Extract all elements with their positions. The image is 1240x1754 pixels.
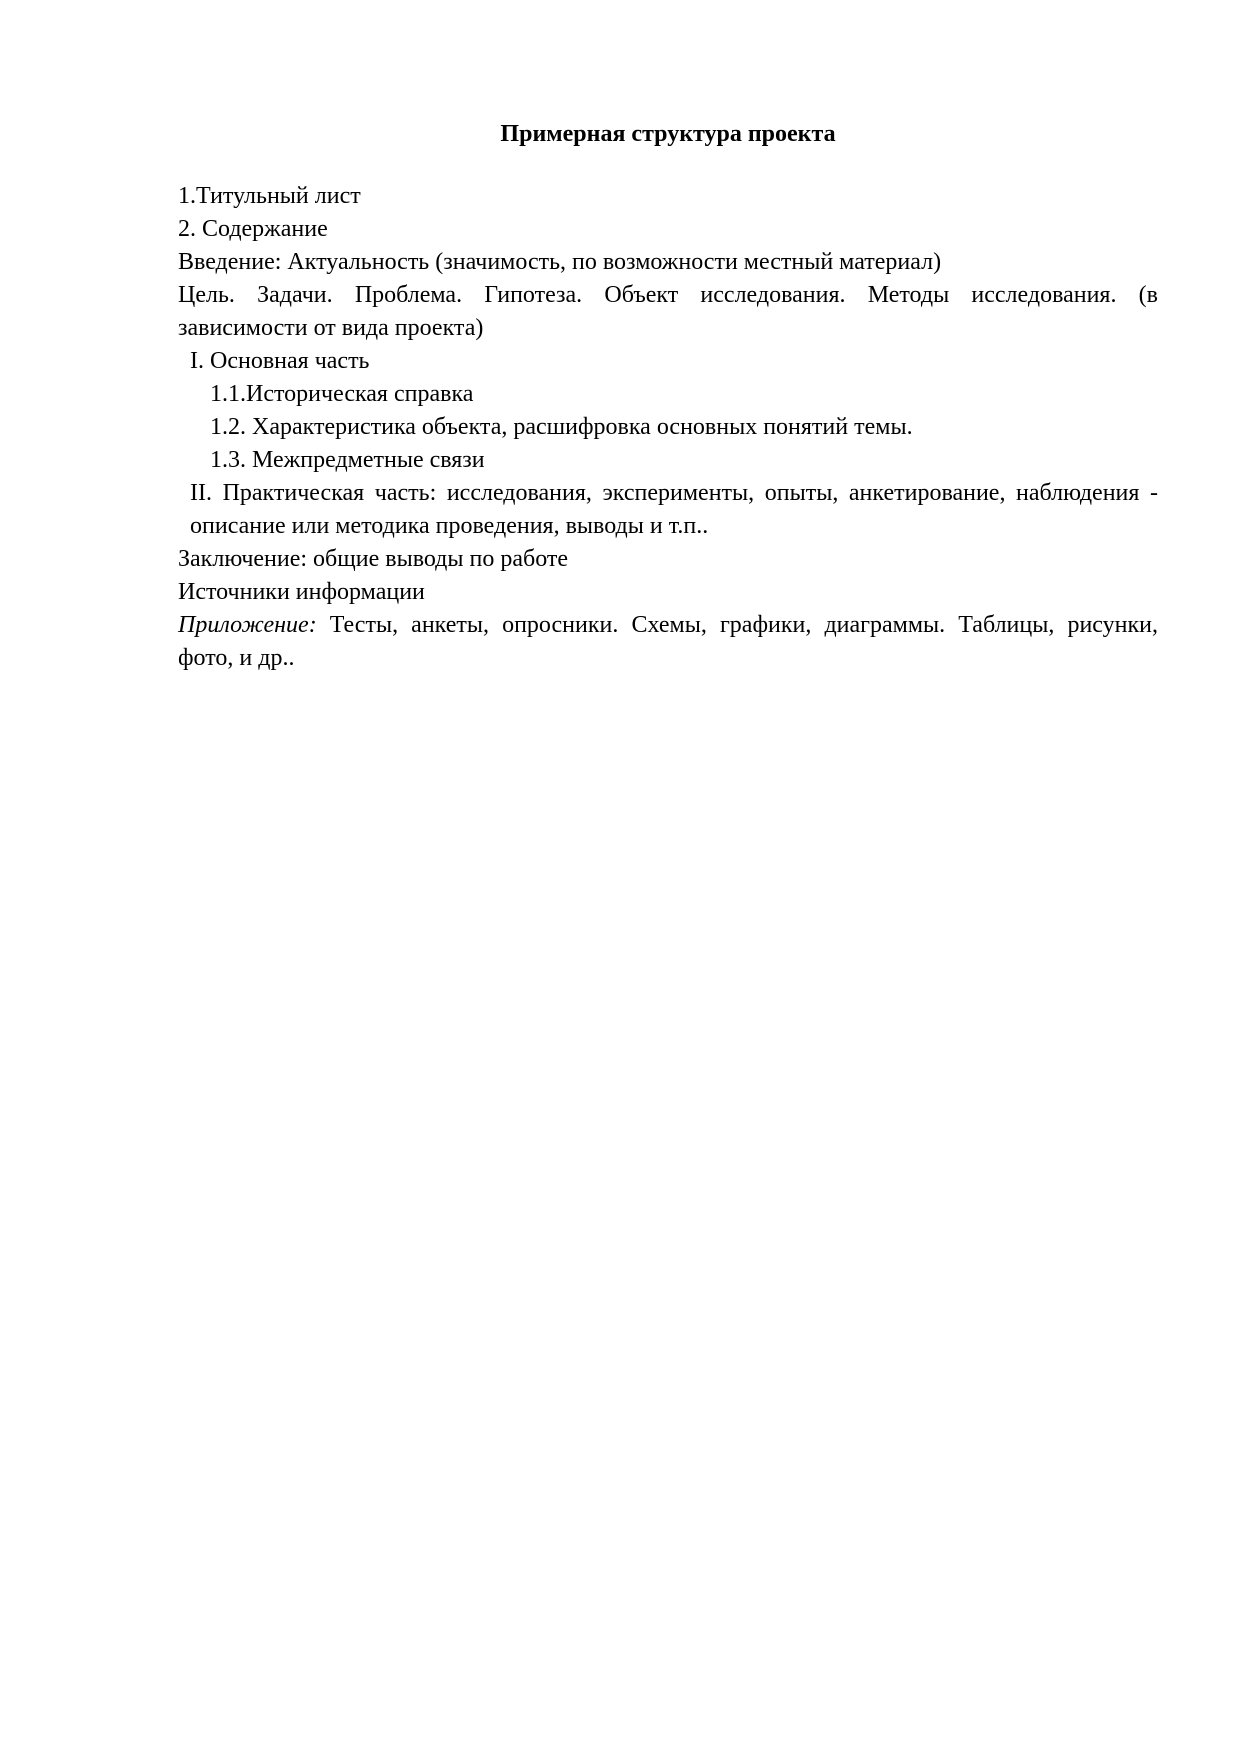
item-practical-part: II. Практическая часть: исследования, эксперименты, опыты, анкетирование, наблюдения - описание или методика проведения, выводы и т.п..: [190, 480, 1158, 539]
item-title-page: 1.Титульный лист: [178, 183, 361, 209]
item-sub-1-2: 1.2. Характеристика объекта, расшифровка основных понятий темы.: [210, 414, 913, 440]
item-main-part: I. Основная часть: [190, 348, 370, 374]
item-appendix: [178, 609, 1158, 675]
item-conclusion: Заключение: общие выводы по работе: [178, 546, 569, 572]
appendix-text: Тесты, анкеты, опросники. Схемы, графики, диаграммы. Таблицы, рисунки, фото, и др..: [178, 612, 1158, 671]
item-sub-1-3: 1.3. Межпредметные связи: [210, 447, 485, 473]
document-title: Примерная структура проекта: [500, 121, 836, 147]
document-body: [178, 180, 1158, 675]
item-goals: Цель. Задачи. Проблема. Гипотеза. Объект исследования. Методы исследования. (в зависимости от вида проекта): [178, 282, 1158, 341]
appendix-label: Приложение:: [178, 612, 317, 638]
item-sources: Источники информации: [178, 579, 425, 605]
item-sub-1-1: 1.1.Историческая справка: [210, 381, 474, 407]
item-contents: 2. Содержание: [178, 216, 328, 242]
item-introduction: Введение: Актуальность (значимость, по возможности местный материал): [178, 249, 942, 275]
